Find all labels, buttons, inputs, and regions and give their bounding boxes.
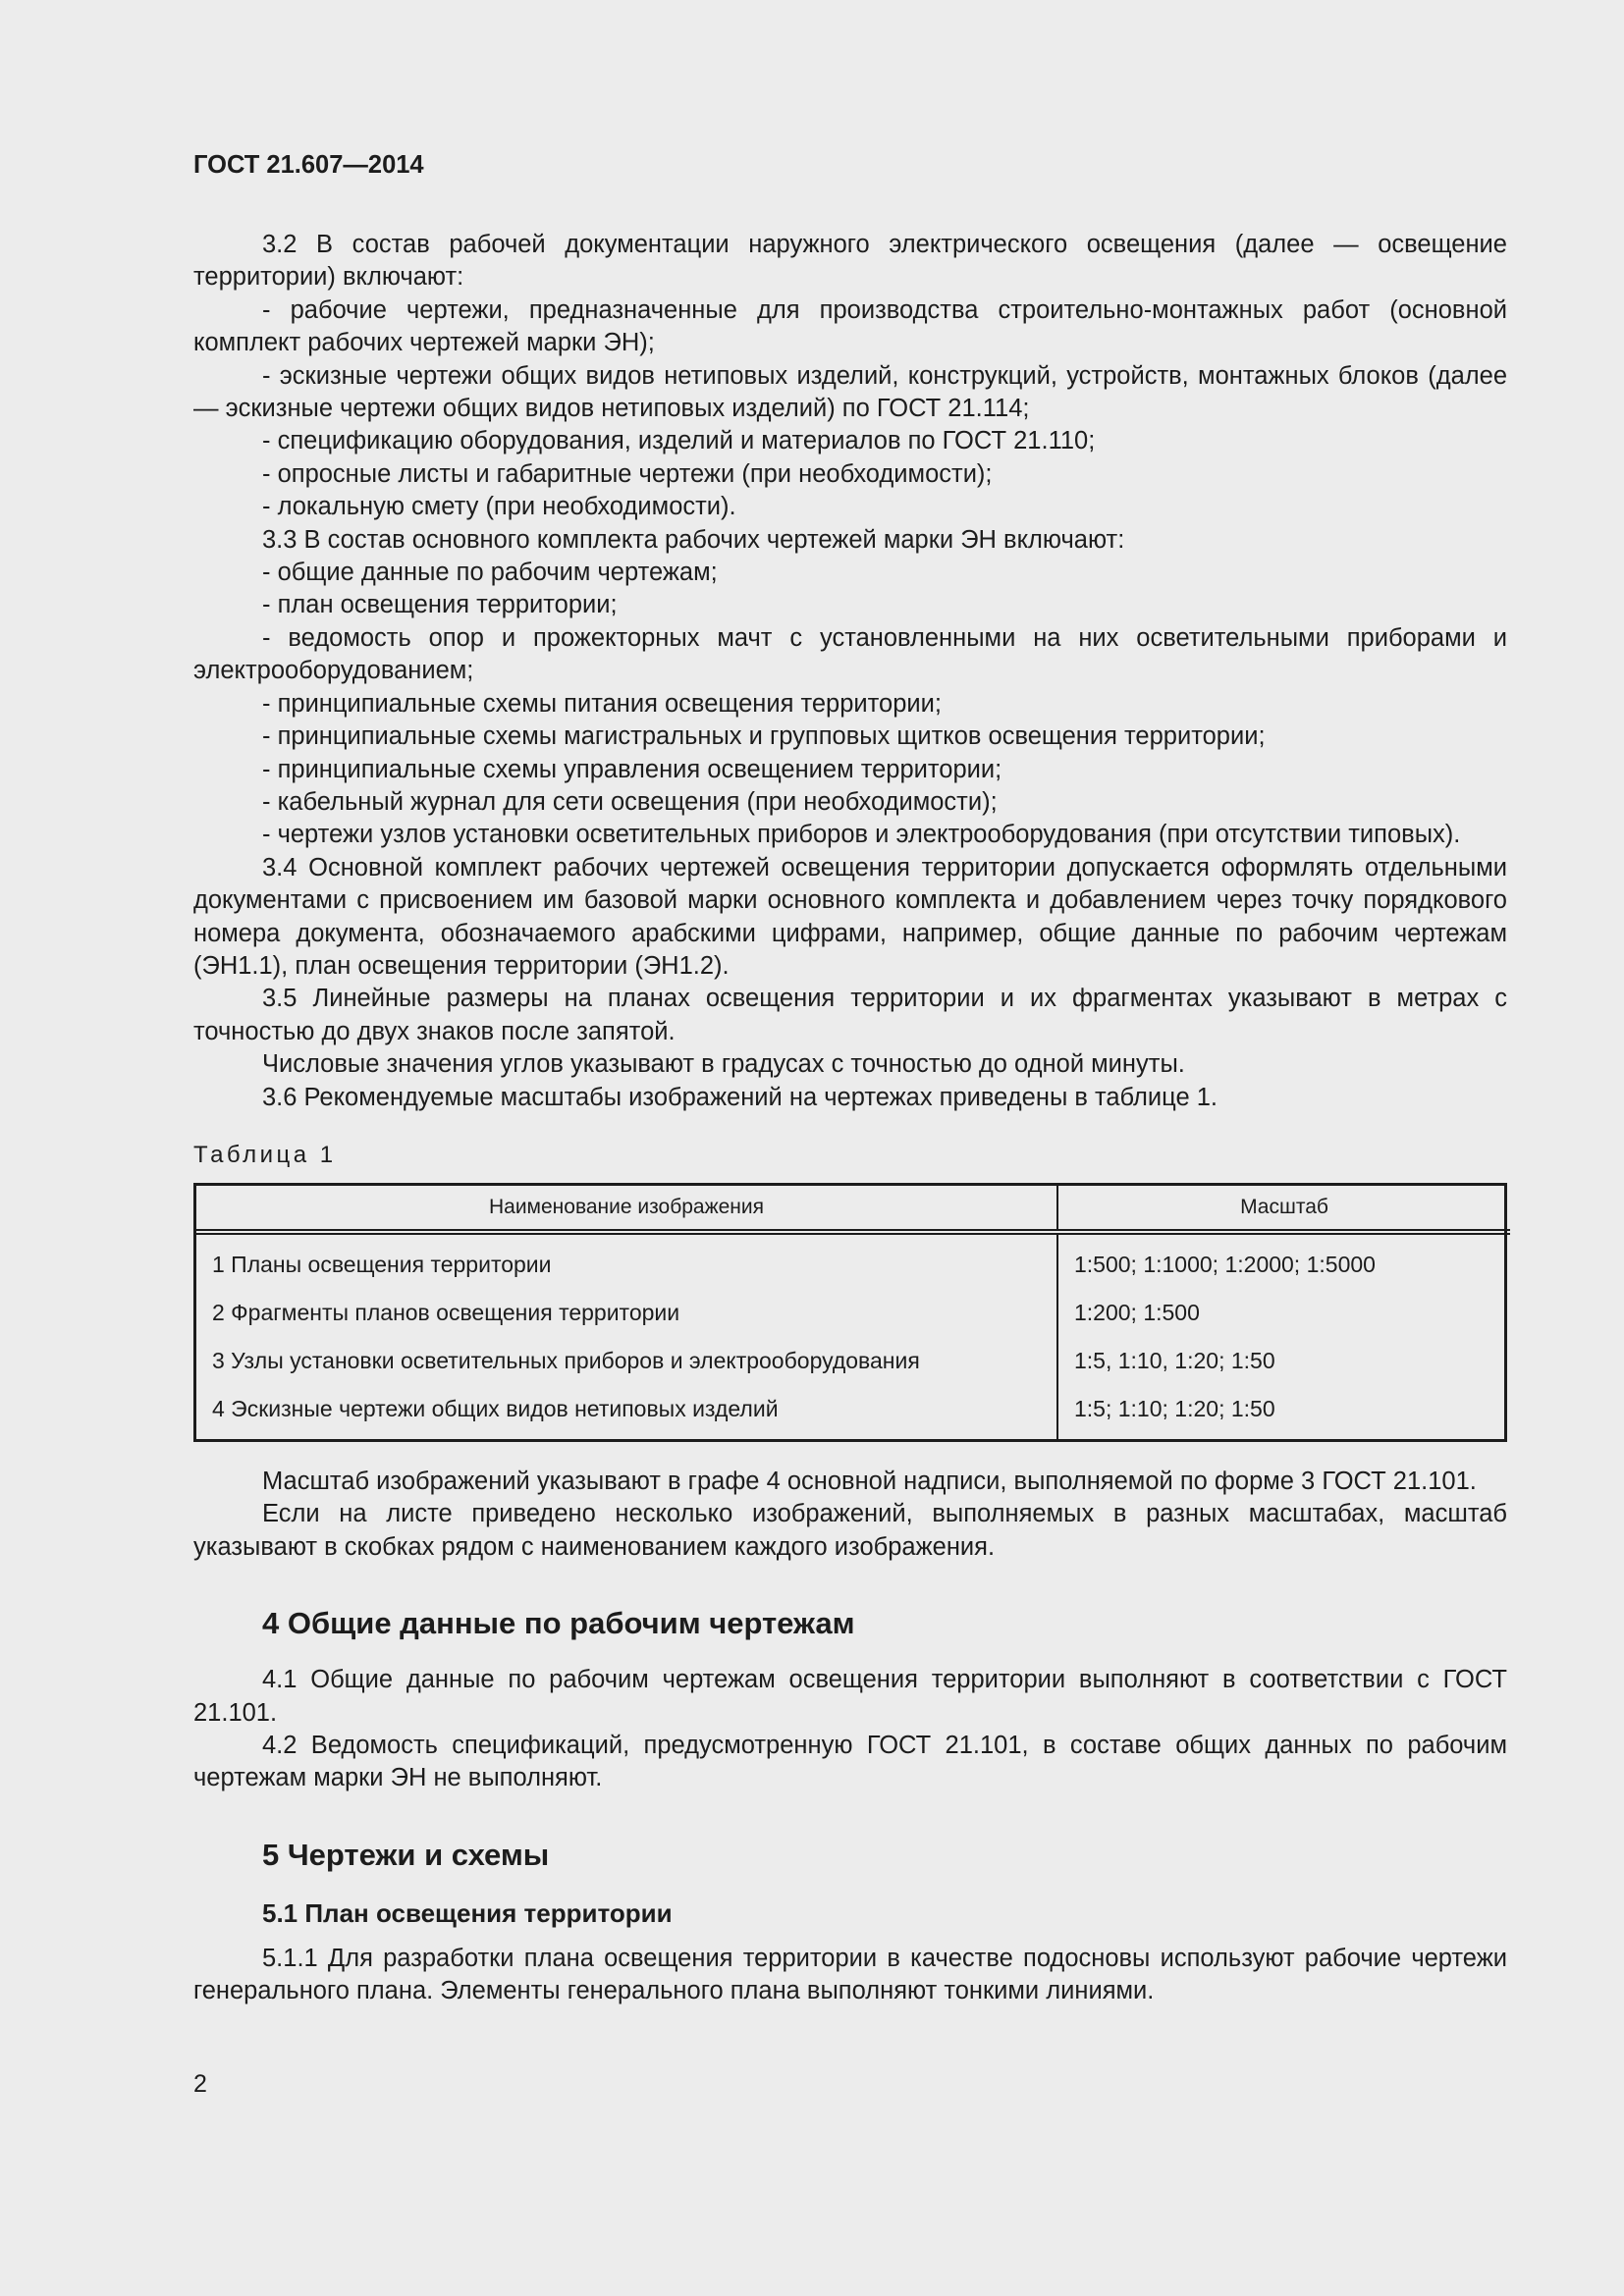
table-header-row [196,1186,1510,1232]
paragraph: Если на листе приведено несколько изображений, выполняемых в разных масштабах, масштаб указывают в скобках рядом с наименованием каждого изображения. [193,1500,1507,1561]
list-item: - ведомость опор и прожекторных мачт с установленными на них осветительными приборами и электрооборудованием; [193,623,1507,685]
page-number: 2 [193,2070,207,2098]
table-row [196,1232,1510,1289]
paragraph: 5.1.1 Для разработки плана освещения территории в качестве подосновы используют рабочие чертежи генерального плана. Элементы генерального плана выполняют тонкими линиями. [193,1944,1507,2005]
body-text-after-table [193,1466,1507,1564]
section-4-body [193,1664,1507,1795]
table-caption: Таблица 1 [193,1141,337,1168]
list-item: - опросные листы и габаритные чертежи (при необходимости); [262,459,993,488]
table-row [196,1385,1510,1439]
scales-table [196,1186,1510,1439]
list-item: - локальную смету (при необходимости). [262,493,736,521]
list-item: - принципиальные схемы управления освещением территории; [262,755,1002,783]
table-row [196,1289,1510,1337]
table-cell: 1:200; 1:500 [1074,1299,1200,1325]
table-cell: 1:5, 1:10, 1:20; 1:50 [1074,1347,1275,1373]
table-cell: 1:5; 1:10; 1:20; 1:50 [1074,1395,1275,1421]
list-item: - рабочие чертежи, предназначенные для производства строительно-монтажных работ (основной комплект рабочих чертежей марки ЭН); [193,295,1507,357]
section-4-heading: 4 Общие данные по рабочим чертежам [262,1606,855,1641]
paragraph: 3.3 В состав основного комплекта рабочих чертежей марки ЭН включают: [262,525,1125,554]
table-cell: 4 Эскизные чертежи общих видов нетиповых изделий [196,1385,1057,1439]
paragraph: 4.2 Ведомость спецификаций, предусмотренную ГОСТ 21.101, в составе общих данных по рабочим чертежам марки ЭН не выполняют. [193,1732,1507,1792]
paragraph: 4.1 Общие данные по рабочим чертежам освещения территории выполняют в соответствии с ГОСТ 21.101. [193,1666,1507,1727]
page-content [193,147,1507,2008]
body-text-top [193,229,1507,1114]
list-item: - спецификацию оборудования, изделий и материалов по ГОСТ 21.110; [262,427,1096,455]
section-5-1-heading: 5.1 План освещения территории [262,1897,673,1928]
table-row [196,1337,1510,1385]
table-header-cell: Наименование изображения [196,1186,1057,1232]
list-item: - общие данные по рабочим чертежам; [262,559,718,587]
list-item: - чертежи узлов установки осветительных приборов и электрооборудования (при отсутствии типовых). [262,821,1461,849]
table-cell: 3 Узлы установки осветительных приборов и электрооборудования [196,1337,1057,1385]
list-item: - кабельный журнал для сети освещения (при необходимости); [262,787,998,816]
table-header-cell: Масштаб [1240,1195,1328,1218]
section-5-heading: 5 Чертежи и схемы [262,1837,550,1872]
section-5-body [193,1943,1507,2008]
list-item: - принципиальные схемы магистральных и групповых щитков освещения территории; [262,722,1266,751]
paragraph: 3.5 Линейные размеры на планах освещения территории и их фрагментах указывают в метрах с точностью до двух знаков после запятой. [193,985,1507,1045]
table-cell: 1 Планы освещения территории [196,1232,1057,1289]
paragraph: 3.4 Основной комплект рабочих чертежей освещения территории допускается оформлять отдельными документами с присвоением им базовой марки основного комплекта и добавлением через точку порядкового номера документа, обозначаемого арабскими цифрами, например, общие данные по рабочим чертежам (ЭН1.1), план освещения территории (ЭН1.2). [193,853,1507,980]
paragraph: 3.6 Рекомендуемые масштабы изображений на чертежах приведены в таблице 1. [262,1083,1218,1111]
table-cell: 2 Фрагменты планов освещения территории [196,1289,1057,1337]
list-item: - план освещения территории; [262,591,618,619]
paragraph: 3.2 В состав рабочей документации наружного электрического освещения (далее — освещение территории) включают: [193,231,1507,292]
document-header: ГОСТ 21.607—2014 [193,151,424,179]
list-item: - эскизные чертежи общих видов нетиповых изделий, конструкций, устройств, монтажных блоков (далее — эскизные чертежи общих видов нетиповых изделий) по ГОСТ 21.114; [193,361,1507,423]
list-item: - принципиальные схемы питания освещения территории; [262,689,942,718]
table-cell: 1:500; 1:1000; 1:2000; 1:5000 [1074,1251,1376,1277]
paragraph: Масштаб изображений указывают в графе 4 основной надписи, выполняемой по форме 3 ГОСТ 21.101. [262,1467,1477,1495]
paragraph: Числовые значения углов указывают в градусах с точностью до одной минуты. [262,1050,1185,1079]
scales-table-frame [193,1183,1507,1442]
